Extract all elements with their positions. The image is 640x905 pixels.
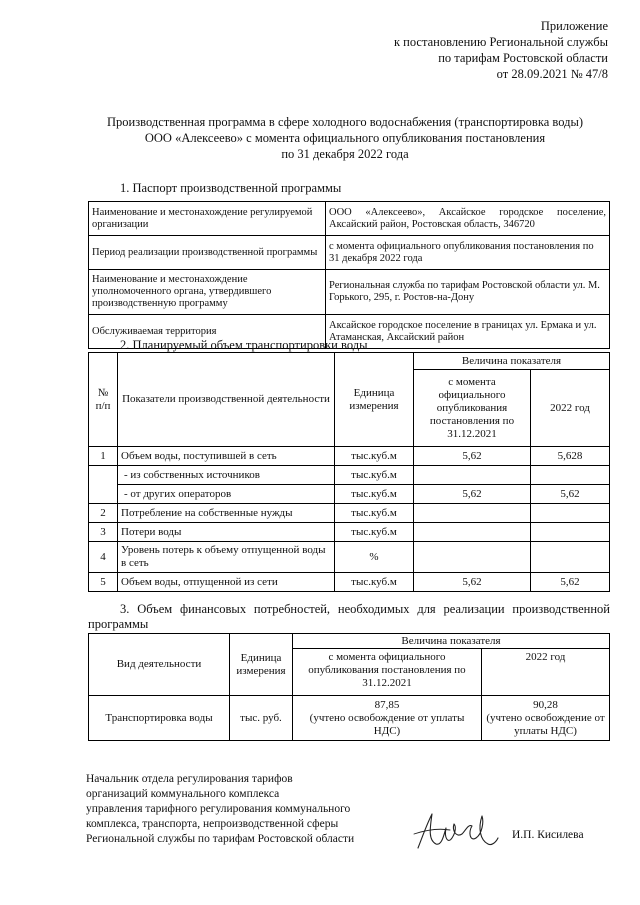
section-3-heading-line-1: 3. Объем финансовых потребностей, необходимых для реализации производственной	[120, 602, 610, 616]
row-unit: тыс. руб.	[230, 696, 293, 741]
section-2-heading: 2. Планируемый объем транспортировки воды	[120, 338, 368, 352]
row-value-2	[531, 523, 610, 542]
passport-label: Период реализации производственной программы	[89, 236, 326, 270]
row-value-1	[414, 504, 531, 523]
passport-value: Региональная служба по тарифам Ростовской области ул. М. Горького, 295, г. Ростов-на-Дону	[326, 270, 610, 315]
signatory-name: И.П. Кисилева	[512, 829, 584, 841]
table-row	[89, 696, 610, 741]
section-1-heading: 1. Паспорт производственной программы	[120, 181, 342, 195]
volume-table	[88, 352, 610, 592]
title-line-2: ООО «Алексеево» с момента официального опубликования постановления	[144, 131, 546, 145]
table-row	[89, 485, 610, 504]
appendix-line-4: от 28.09.2021 № 47/8	[496, 67, 608, 81]
row-num: 3	[89, 523, 118, 542]
table-row	[89, 504, 610, 523]
table-row	[89, 447, 610, 466]
col-header-unit: Единица измерения	[230, 634, 293, 696]
appendix-header	[394, 18, 608, 82]
row-unit: тыс.куб.м	[335, 466, 414, 485]
table-row	[89, 466, 610, 485]
row-indicator: - из собственных источников	[118, 466, 335, 485]
col-header-num: № п/п	[89, 353, 118, 447]
col-header-indicator: Показатели производственной деятельности	[118, 353, 335, 447]
row-unit: тыс.куб.м	[335, 523, 414, 542]
signatory-line-2: организаций коммунального комплекса	[86, 788, 280, 800]
row-value-2	[531, 542, 610, 573]
row-unit: тыс.куб.м	[335, 447, 414, 466]
signatory-position	[86, 772, 354, 847]
passport-value: Аксайское городское поселение в границах ул. Ермака и ул. Атаманская, Аксайский район	[326, 315, 610, 349]
row-num: 1	[89, 447, 118, 466]
row-indicator: Потребление на собственные нужды	[118, 504, 335, 523]
row-value-1: 5,62	[414, 573, 531, 592]
table-row	[89, 573, 610, 592]
col-header-activity: Вид деятельности	[89, 634, 230, 696]
row-value-1	[414, 542, 531, 573]
row-indicator: Потери воды	[118, 523, 335, 542]
row-unit: тыс.куб.м	[335, 485, 414, 504]
title-line-3: по 31 декабря 2022 года	[281, 147, 409, 161]
section-3-heading	[88, 602, 610, 632]
row-value-2	[531, 504, 610, 523]
appendix-line-3: по тарифам Ростовской области	[438, 51, 608, 65]
passport-label: Наименование и местонахождение уполномоченного органа, утвердившего производственную программу	[89, 270, 326, 315]
col-header-period-1: с момента официального опубликования постановления по 31.12.2021	[414, 370, 531, 447]
row-indicator: Уровень потерь к объему отпущенной воды в сеть	[118, 542, 335, 573]
row-num: 5	[89, 573, 118, 592]
row-value-1	[414, 523, 531, 542]
row-num	[89, 466, 118, 504]
signatory-line-3: управления тарифного регулирования коммунального	[86, 803, 351, 815]
row-value-2-amount: 90,28	[533, 698, 558, 711]
signatory-line-4: комплекса, транспорта, непроизводственной сферы	[86, 818, 339, 830]
row-value-2	[482, 696, 610, 741]
row-value-1-note: (учтено освобождение от уплаты НДС)	[309, 711, 465, 737]
signatory-line-1: Начальник отдела регулирования тарифов	[86, 773, 293, 785]
handwritten-signature	[412, 808, 502, 854]
row-indicator: - от других операторов	[118, 485, 335, 504]
row-value-1	[293, 696, 482, 741]
passport-value: ООО «Алексеево», Аксайское городское поселение, Аксайский район, Ростовская область, 346720	[326, 202, 610, 236]
row-value-1: 5,62	[414, 485, 531, 504]
col-header-value: Величина показателя	[414, 353, 610, 370]
row-indicator: Объем воды, поступившей в сеть	[118, 447, 335, 466]
table-row	[89, 523, 610, 542]
document-title	[80, 114, 610, 162]
table-row	[89, 270, 610, 315]
title-line-1: Производственная программа в сфере холодного водоснабжения (транспортировка воды)	[106, 115, 584, 129]
row-value-1: 5,62	[414, 447, 531, 466]
appendix-line-2: к постановлению Региональной службы	[393, 35, 608, 49]
table-row	[89, 236, 610, 270]
row-indicator: Объем воды, отпущенной из сети	[118, 573, 335, 592]
passport-table	[88, 201, 610, 349]
row-unit: тыс.куб.м	[335, 504, 414, 523]
row-unit: %	[335, 542, 414, 573]
appendix-line-1: Приложение	[540, 19, 608, 33]
row-activity: Транспортировка воды	[89, 696, 230, 741]
table-header-row	[89, 353, 610, 370]
row-num: 4	[89, 542, 118, 573]
row-value-1-amount: 87,85	[374, 698, 400, 711]
row-value-2: 5,62	[531, 573, 610, 592]
col-header-period-1: с момента официального опубликования постановления по 31.12.2021	[293, 649, 482, 696]
passport-label: Обслуживаемая территория	[89, 315, 326, 349]
table-header-row	[89, 634, 610, 649]
row-value-2: 5,628	[531, 447, 610, 466]
row-value-2-note: (учтено освобождение от уплаты НДС)	[486, 711, 605, 737]
row-unit: тыс.куб.м	[335, 573, 414, 592]
col-header-unit: Единица измерения	[335, 353, 414, 447]
col-header-period-2: 2022 год	[531, 370, 610, 447]
table-row	[89, 202, 610, 236]
finance-table	[88, 633, 610, 741]
row-value-1	[414, 466, 531, 485]
col-header-value: Величина показателя	[293, 634, 610, 649]
signatory-line-5: Региональной службы по тарифам Ростовской области	[86, 833, 355, 845]
passport-value: с момента официального опубликования постановления по 31 декабря 2022 года	[326, 236, 610, 270]
passport-label: Наименование и местонахождение регулируемой организации	[89, 202, 326, 236]
row-value-2: 5,62	[531, 485, 610, 504]
table-row	[89, 542, 610, 573]
col-header-period-2: 2022 год	[482, 649, 610, 696]
row-value-2	[531, 466, 610, 485]
section-3-heading-line-2: программы	[88, 617, 149, 631]
row-num: 2	[89, 504, 118, 523]
